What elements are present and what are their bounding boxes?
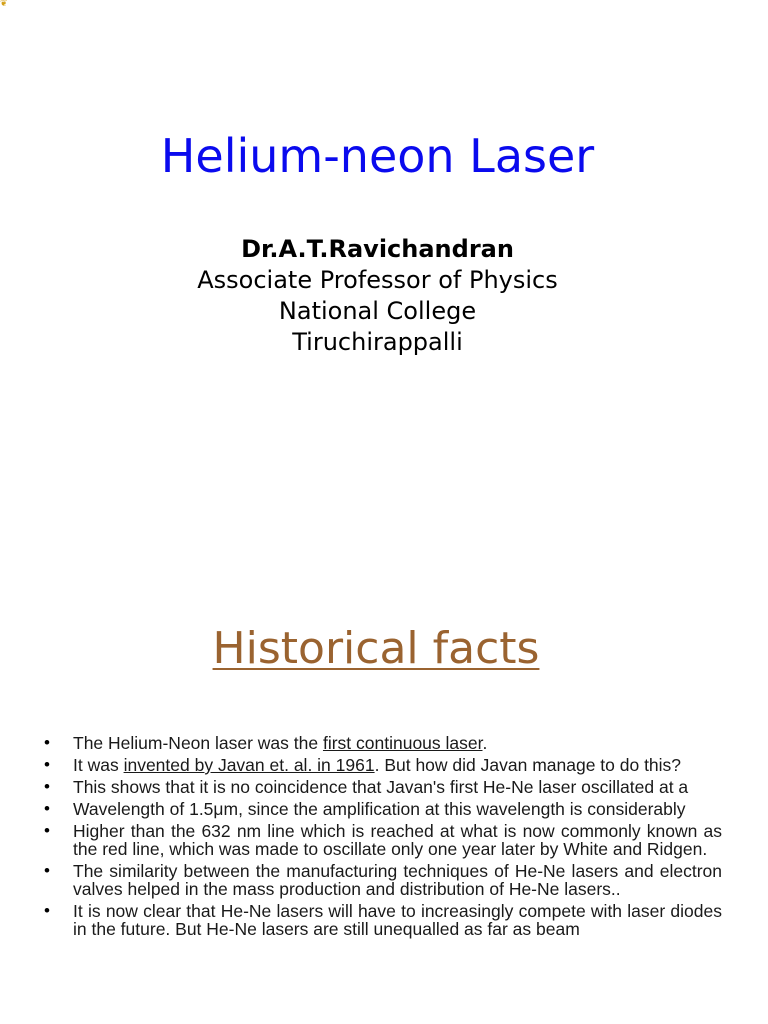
author-city: Tiruchirappalli <box>292 328 463 356</box>
bullet-icon: • <box>44 821 50 840</box>
bullet-text: It is now clear that He-Ne lasers will have to increasingly compete with laser diodes in the future. But He-Ne lasers are still unequalled as far as beam <box>73 901 722 939</box>
link-invented-by-javan[interactable]: invented by Javan et. al. in 1961 <box>123 755 375 775</box>
section-title[interactable]: Historical facts <box>212 623 540 674</box>
author-name: Dr.A.T.Ravichandran <box>241 235 514 263</box>
list-item <box>44 822 722 858</box>
bullet-text: . But how did Javan manage to do this? <box>374 755 682 775</box>
list-item <box>44 778 722 796</box>
bullet-text: The similarity between the manufacturing techniques of He-Ne lasers and electron valves helped in the mass production and distribution of He-Ne lasers.. <box>73 861 722 899</box>
bullet-icon: • <box>44 901 50 920</box>
bullet-icon: • <box>44 777 50 796</box>
small-logo-icon: ❦ <box>0 0 8 9</box>
bullet-text: It was <box>73 755 124 775</box>
author-block <box>0 234 755 358</box>
bullet-text: The Helium-Neon laser was the <box>73 733 323 753</box>
bullet-icon: • <box>44 733 50 752</box>
bullet-icon: • <box>44 861 50 880</box>
bullet-text: Higher than the 632 nm line which is reached at what is now commonly known as the red line, which was made to oscillate only one year later by White and Ridgen. <box>73 821 722 859</box>
author-position: Associate Professor of Physics <box>197 266 558 294</box>
slide-title: Helium-neon Laser <box>160 129 595 183</box>
list-item <box>44 734 722 752</box>
list-item <box>44 800 722 818</box>
bullet-text: This shows that it is no coincidence that Javan's first He-Ne laser oscillated at a <box>73 777 689 797</box>
list-item <box>44 756 722 774</box>
author-institution: National College <box>278 297 477 325</box>
bullet-text: Wavelength of 1.5μm, since the amplification at this wavelength is considerably <box>73 799 686 819</box>
bullet-list <box>44 734 722 942</box>
bullet-icon: • <box>44 755 50 774</box>
link-first-continuous-laser[interactable]: first continuous laser <box>322 733 483 753</box>
list-item <box>44 902 722 938</box>
bullet-icon: • <box>44 799 50 818</box>
list-item <box>44 862 722 898</box>
bullet-text: . <box>482 733 488 753</box>
